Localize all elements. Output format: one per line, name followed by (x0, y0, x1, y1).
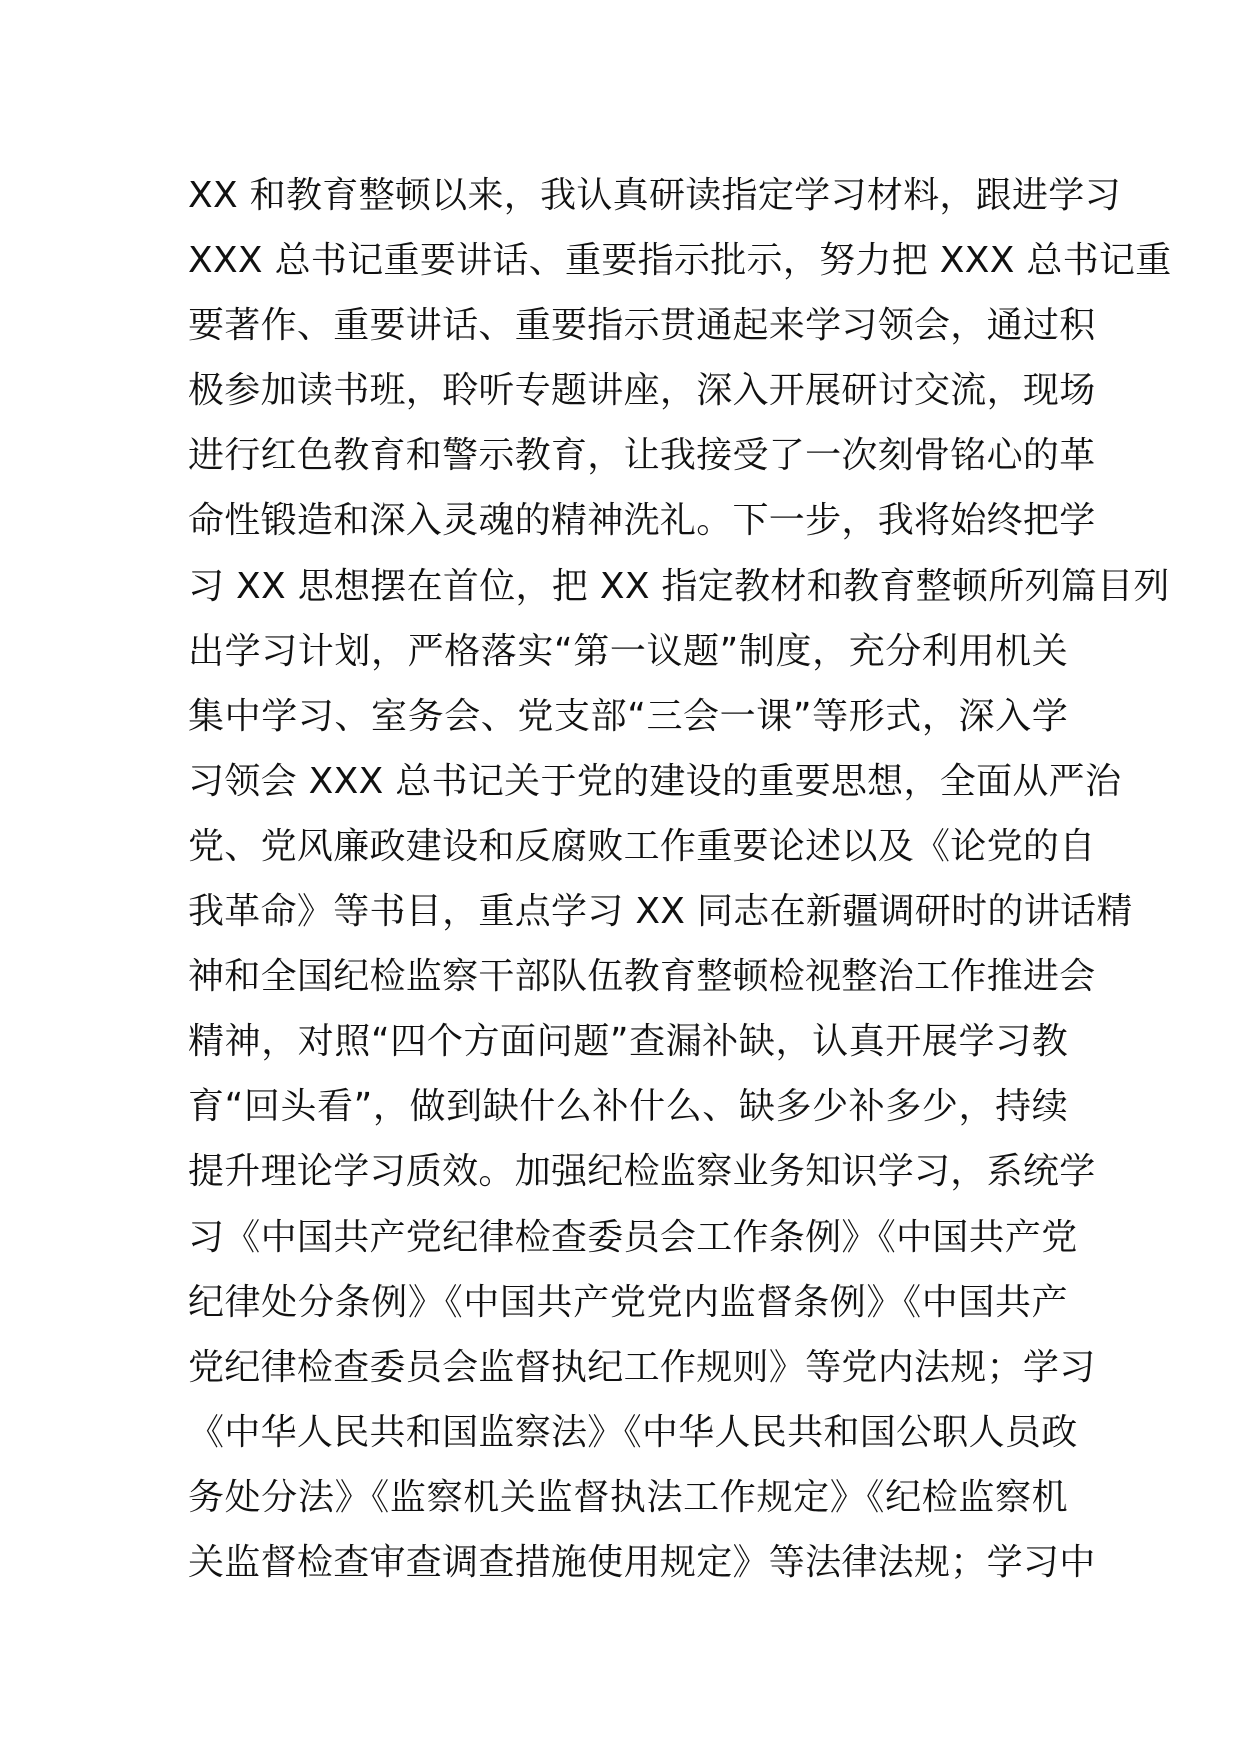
text-line: 我革命》等书目，重点学习 XX 同志在新疆调研时的讲话精 (188, 891, 1133, 933)
text-line: 习 XX 思想摆在首位，把 XX 指定教材和教育整顿所列篇目列 (188, 565, 1170, 607)
text-line: 提升理论学习质效。加强纪检监察业务知识学习，系统学 (188, 1151, 1096, 1193)
text-line: 党纪律检查委员会监督执纪工作规则》等党内法规；学习 (188, 1346, 1096, 1388)
body-paragraph (188, 163, 1172, 1595)
text-line: 集中学习、室务会、党支部“三会一课”等形式，深入学 (188, 695, 1068, 737)
text-line: XX 和教育整顿以来，我认真研读指定学习材料，跟进学习 (188, 175, 1121, 216)
text-line: 极参加读书班，聆听专题讲座，深入开展研讨交流，现场 (188, 370, 1096, 412)
text-line: 务处分法》《监察机关监督执法工作规定》《纪检监察机 (188, 1476, 1068, 1518)
text-line: 出学习计划，严格落实“第一议题”制度，充分利用机关 (188, 630, 1068, 672)
text-line: 精神，对照“四个方面问题”查漏补缺，认真开展学习教 (188, 1021, 1068, 1063)
text-line: 命性锻造和深入灵魂的精神洗礼。下一步，我将始终把学 (188, 500, 1096, 542)
text-line: 进行红色教育和警示教育，让我接受了一次刻骨铭心的革 (188, 435, 1096, 477)
text-line: 习领会 XXX 总书记关于党的建设的重要思想，全面从严治 (188, 760, 1122, 802)
text-line: 关监督检查审查调查措施使用规定》等法律法规；学习中 (188, 1541, 1096, 1583)
text-line: 育“回头看”，做到缺什么补什么、缺多少补多少，持续 (188, 1086, 1068, 1128)
text-line: 要著作、重要讲话、重要指示贯通起来学习领会，通过积 (188, 305, 1096, 347)
text-line: 习《中国共产党纪律检查委员会工作条例》《中国共产党 (188, 1216, 1078, 1258)
text-line: 纪律处分条例》《中国共产党党内监督条例》《中国共产 (188, 1281, 1068, 1323)
text-line: 党、党风廉政建设和反腐败工作重要论述以及《论党的自 (188, 825, 1096, 867)
text-line: XXX 总书记重要讲话、重要指示批示，努力把 XXX 总书记重 (188, 240, 1172, 282)
text-line: 《中华人民共和国监察法》《中华人民共和国公职人员政 (188, 1411, 1078, 1453)
text-line: 神和全国纪检监察干部队伍教育整顿检视整治工作推进会 (188, 956, 1096, 998)
